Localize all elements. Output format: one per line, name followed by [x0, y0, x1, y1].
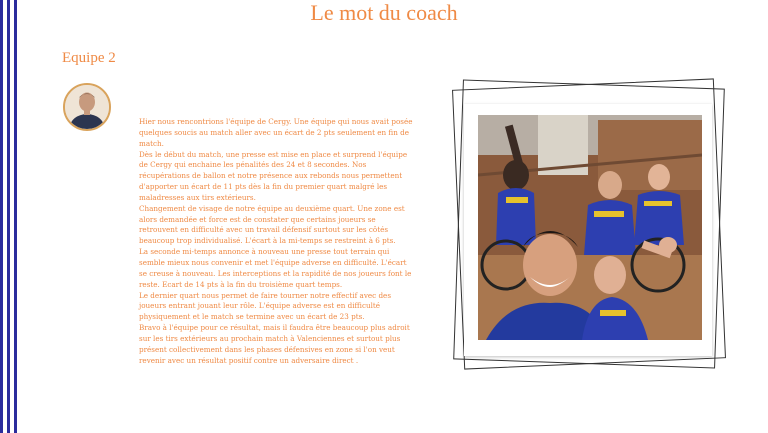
team-photo [478, 115, 702, 340]
stripe [0, 0, 3, 433]
article-paragraph: Le dernier quart nous permet de faire tourner notre effectif avec des joueurs entrant jouant leur rôle. L'équipe adverse est en difficulté physiquement et le match se termine avec un écart de 23 pts. [139, 290, 392, 322]
person-icon [65, 85, 109, 129]
article-paragraph: Bravo à l'équipe pour ce résultat, mais il faudra être beaucoup plus adroit sur les tirs extérieurs au prochain match à Valenciennes et surtout plus présent collectivement dans les phases défensives en zone si l'on veut revenir avec un résultat positif contre un adversaire direct . [139, 323, 410, 365]
left-decorative-stripes [0, 0, 20, 433]
article-paragraph: Hier nous rencontrions l'équipe de Cergy. Une équipe qui nous avait posée quelques soucis au match aller avec un écart de 2 pts seulement en fin de match. [139, 117, 413, 148]
page-title: Le mot du coach [310, 0, 458, 25]
coach-avatar [63, 83, 111, 131]
article-paragraph: La seconde mi-temps annonce à nouveau une presse tout terrain qui semble mieux nous convenir et met l'équipe adverse en difficulté. L'écart se creuse à nouveau. Les interceptions et la rapidité de nos joueurs font le reste. Ecart de 14 pts à la fin du troisième quart temps. [139, 247, 412, 289]
coach-article [139, 117, 415, 366]
stripe [7, 0, 10, 433]
team-heading: Equipe 2 [62, 50, 116, 66]
stripe [14, 0, 17, 433]
team-selfie-icon [478, 115, 702, 340]
article-paragraph: Dès le début du match, une presse est mise en place et surprend l'équipe de Cergy qui enchaine les pénalités des 24 et 8 secondes. Nos récupérations de ballon et notre présence aux rebonds nous permettent d'apporter un écart de 11 pts dès la fin du premier quart malgré les maladresses aux tirs extérieurs. [139, 149, 408, 202]
article-paragraph: Changement de visage de notre équipe au deuxième quart. Une zone est alors demandée et force est de constater que certains joueurs se retrouvent en difficulté avec un travail défensif surtout sur les côtés beaucoup trop individualisé. L'écart à la mi-temps se restreint à 6 pts. [139, 203, 405, 246]
